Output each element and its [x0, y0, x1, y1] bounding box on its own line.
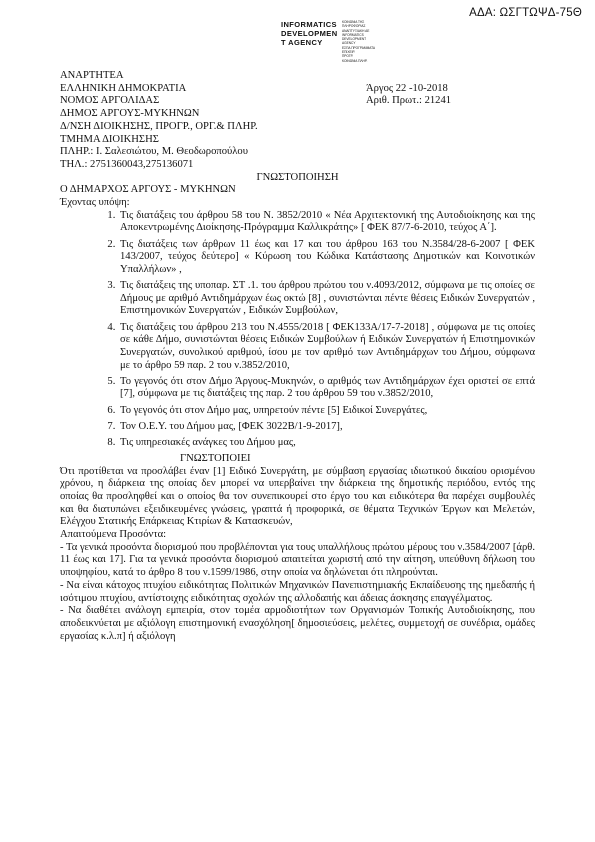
considering-label: Έχοντας υπόψη: — [60, 197, 130, 209]
anartitea-label: ΑΝΑΡΤΗΤΕΑ — [60, 70, 124, 81]
document-date: Άργος 22 -10-2018 — [366, 82, 448, 94]
list-item: 5. Το γεγονός ότι στον Δήμο Άργους-Μυκηνών, ο αριθμός των Αντιδημάρχων έχει οριστεί σε επτά [7], σύμφωνα με τις διατάξεις της παρ. 2 του άρθρου 59 του ν.3852/2010, — [118, 376, 535, 401]
list-item: 4. Τις διατάξεις του άρθρου 213 του Ν.4555/2018 [ ΦΕΚ133Α/17-7-2018] , σύμφωνα με τις οποίες σε κάθε Δήμο, συνιστώνται θέσεις Ειδικών Συμβούλων ή Ειδικών Συνεργατών ή Επιστημονικών Συνεργατών, συνολικού αριθμού, ίσου με τον αριθμό των Αντιδημάρχων του Δήμου, σύμφωνα με το άρθρο 59 παρ. 2 του ν.3852/2010, — [118, 322, 535, 373]
list-item: 2. Τις διατάξεις των άρθρων 11 έως και 17 και του άρθρου 163 του Ν.3584/28-6-2007 [ ΦΕΚ 143/2007, τεύχος δεύτερο] « Κύρωση του Κώδικα Κατάστασης Δημοτικών και Κοινοτικών Υπαλλήλων» , — [118, 239, 535, 277]
list-item: 6. Το γεγονός ότι στον Δήμο μας, υπηρετούν πέντε [5] Ειδικοί Συνεργάτες, — [118, 405, 535, 418]
municipality-label: ΔΗΜΟΣ ΑΡΓΟΥΣ-ΜΥΚΗΝΩΝ — [60, 108, 200, 120]
prefecture-label: ΝΟΜΟΣ ΑΡΓΟΛΙΔΑΣ — [60, 95, 160, 107]
considerations-list — [60, 210, 535, 450]
list-item: 8. Τις υπηρεσιακές ανάγκες του Δήμου μας, — [118, 437, 535, 450]
mayor-heading: Ο ΔΗΜΑΡΧΟΣ ΑΡΓΟΥΣ - ΜΥΚΗΝΩΝ — [60, 184, 236, 196]
list-item: 3. Τις διατάξεις της υποπαρ. ΣΤ .1. του άρθρου πρώτου του ν.4093/2012, σύμφωνα με τις οποίες σε Δήμους με αριθμό Αντιδημάρχων έως οκτώ [8] , συνιστώνται πέντε θέσεις Ειδικών Συνεργατών , Επιστημονικών Συνεργατών , Ειδικών Συμβούλων, — [118, 280, 535, 318]
requirement-item: - Τα γενικά προσόντα διορισμού που προβλέπονται για τους υπαλλήλους πρώτου μέρους του ν.3584/2007 [άρθ. 11 έως και 17]. Για τα γενικά προσόντα διορισμού απαιτείται χωριστή από την αίτηση, υπεύθυνη δήλωση του υποψηφίου, κατά το άρθρο 8 του ν.1599/1986, στην οποία να δηλώνεται ότι πληρούνται. — [60, 541, 535, 579]
document-body — [60, 70, 535, 643]
announcement-paragraph: Ότι προτίθεται να προσλάβει έναν [1] Ειδικό Συνεργάτη, με σύμβαση εργασίας ιδιωτικού δικαίου ορισμένου χρόνου, η διάρκεια της οποίας δεν μπορεί να υπερβαίνει την διάρκεια της δημοτικής περιόδου, εντός της οποίας θα προσληφθεί και ο οποίος θα τον συνεπικουρεί στο έργο του και ειδικότερα θα παρέχει συμβουλές και θα διατυπώνει εξειδικευμένες γνώσεις, γραπτά ή προφορικά, σε θέματα Τεχνικών Έργων και Μελετών, Ελέγχου Στατικής Επάρκειας Κτιρίων & Κατασκευών, — [60, 465, 535, 528]
directorate-label: Δ/ΝΣΗ ΔΙΟΙΚΗΣΗΣ, ΠΡΟΓΡ., ΟΡΓ.& ΠΛΗΡ. — [60, 120, 258, 132]
logo-text: INFORMATICS DEVELOPMEN T AGENCY — [281, 20, 338, 47]
list-item: 7. Τον Ο.Ε.Υ. του Δήμου μας, [ΦΕΚ 3022Β/1-9-2017], — [118, 421, 535, 434]
republic-label: ΕΛΛΗΝΙΚΗ ΔΗΜΟΚΡΑΤΙΑ — [60, 82, 187, 94]
logo-small-text: ΚΟΙΝΩΝΙΑ ΤΗΣ ΠΛΗΡΟΦΟΡΙΑΣ ΑΝΑΠΤΥΞΙΑΚΗ ΑΕ INFORMATICS DEVELOPMENT AGENCY ΕΣΠΑ ΠΡΟΓΡΑΜΜΑΤΑ ΕΠΙΧΕΙΡ. ΠΡΟΓΡ. ΚΟΙΝΩΝΙΑ ΠΛΗΡ. — [342, 20, 375, 63]
protocol-number: Αριθ. Πρωτ.: 21241 — [366, 95, 452, 107]
department-label: ΤΜΗΜΑ ΔΙΟΙΚΗΣΗΣ — [60, 133, 159, 145]
announces-heading: ΓΝΩΣΤΟΠΟΙΕΙ — [180, 452, 251, 464]
requirement-item: - Να είναι κάτοχος πτυχίου ειδικότητας Πολιτικών Μηχανικών Πανεπιστημιακής Εκπαίδευσης της ημεδαπής ή ισότιμου πτυχίου, αντίστοιχης ειδικότητας σχολών της αλλοδαπής και άδειας άσκησης επαγγέλματος. — [60, 579, 535, 604]
letterhead — [60, 70, 535, 172]
requirement-item: - Να διαθέτει ανάλογη εμπειρία, στον τομέα αρμοδιοτήτων των Οργανισμών Τοπικής Αυτοδιοίκησης, που αποδεικνύεται με αξιόλογη επιστημονική ενασχόληση[ δημοσιεύσεις, μελέτες, συμμετοχή σε συνέδρια, ομάδες εργασίας κ.λ.π] ή αξιόλογη — [60, 605, 535, 642]
requirements-heading: Απαιτούμενα Προσόντα: — [60, 529, 167, 541]
ada-code: ΑΔΑ: ΩΣΓΤΩΨΔ-75Θ — [469, 7, 582, 19]
informatics-development-agency-logo — [281, 20, 376, 63]
notice-title: ΓΝΩΣΤΟΠΟΙΗΣΗ — [256, 171, 339, 183]
list-item: 1. Τις διατάξεις του άρθρου 58 του Ν. 3852/2010 « Νέα Αρχιτεκτονική της Αυτοδιοίκησης και της Αποκεντρωμένης Διοίκησης-Πρόγραμμα Καλλικράτης» [ ΦΕΚ 87/7-6-2010, τεύχος Α΄]. — [118, 210, 535, 235]
contact-persons: ΠΛΗΡ.: Ι. Σαλεσιώτου, Μ. Θεοδωροπούλου — [60, 146, 248, 158]
contact-phones: ΤΗΛ.: 2751360043,275136071 — [60, 158, 194, 170]
